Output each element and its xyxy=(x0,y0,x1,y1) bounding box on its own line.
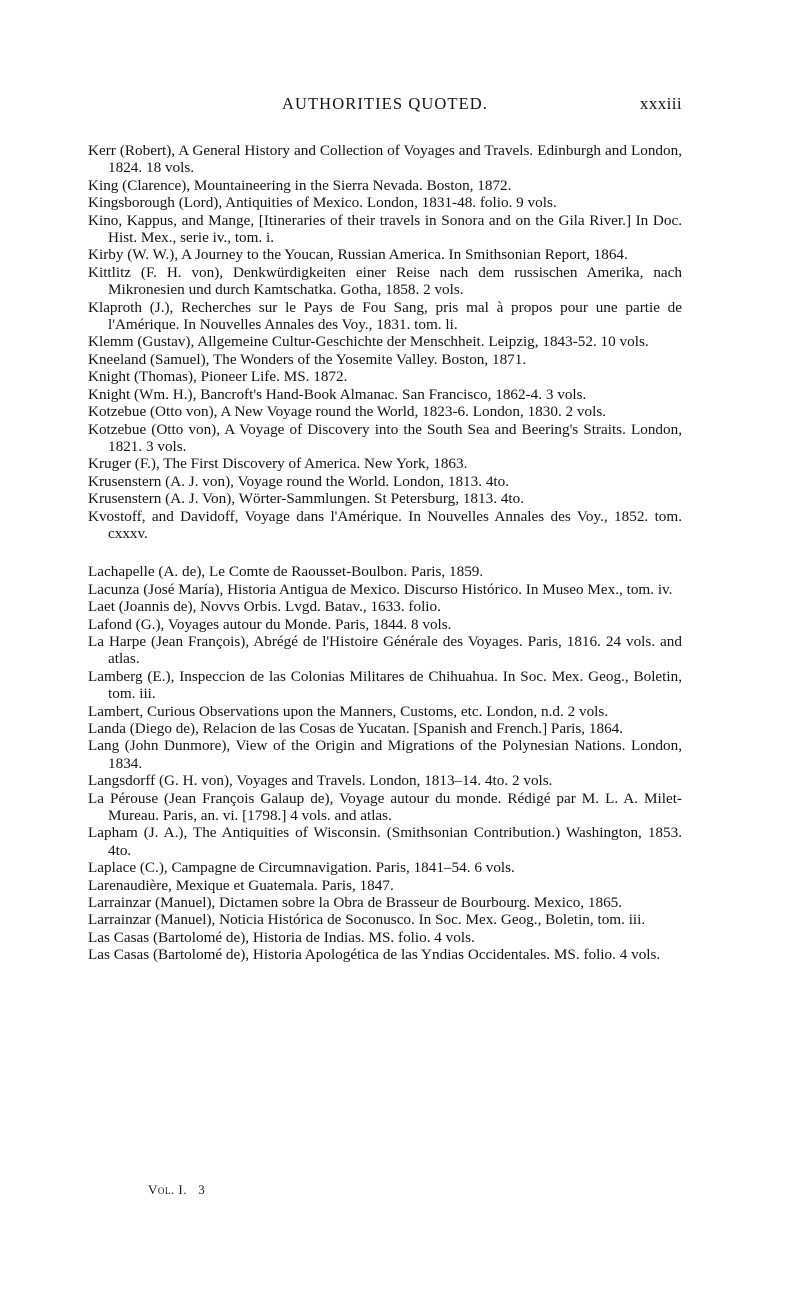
bibliography-entry: Las Casas (Bartolomé de), Historia de Indias. MS. folio. 4 vols. xyxy=(88,928,475,946)
bibliography-entry: Kino, Kappus, and Mange, [Itineraries of their travels in Sonora and on the Gila River.] In Doc. Hist. Mex., serie iv., tom. i. xyxy=(88,211,682,247)
running-header xyxy=(88,94,682,120)
bibliography-entry: Lapham (J. A.), The Antiquities of Wisconsin. (Smithsonian Contribution.) Washington, 1853. 4to. xyxy=(88,824,682,859)
page-title: AUTHORITIES QUOTED. xyxy=(281,94,489,113)
signature-number: 3 xyxy=(198,1182,206,1197)
bibliography-entry: Kingsborough (Lord), Antiquities of Mexico. London, 1831-48. folio. 9 vols. xyxy=(88,194,557,212)
bibliography-entry: Larrainzar (Manuel), Noticia Histórica de Soconusco. In Soc. Mex. Geog., Boletin, tom. iii. xyxy=(88,911,646,929)
section-gap xyxy=(88,542,682,563)
bibliography-list xyxy=(88,142,682,964)
bibliography-entry: Klaproth (J.), Recherches sur le Pays de Fou Sang, pris mal à propos pour une partie de l'Amérique. In Nouvelles Annales des Voy., 1831. tom. li. xyxy=(88,298,682,334)
bibliography-entry: King (Clarence), Mountaineering in the Sierra Nevada. Boston, 1872. xyxy=(88,176,512,194)
bibliography-entry: Lachapelle (A. de), Le Comte de Raousset-Boulbon. Paris, 1859. xyxy=(88,563,484,581)
bibliography-entry: Kotzebue (Otto von), A Voyage of Discovery into the South Sea and Beering's Straits. London, 1821. 3 vols. xyxy=(88,420,682,455)
bibliography-entry: Knight (Wm. H.), Bancroft's Hand-Book Almanac. San Francisco, 1862-4. 3 vols. xyxy=(88,385,587,403)
bibliography-entry: Lacunza (José María), Historia Antigua de Mexico. Discurso Histórico. In Museo Mex., tom. iv. xyxy=(88,580,673,598)
bibliography-entry: Krusenstern (A. J. von), Voyage round the World. London, 1813. 4to. xyxy=(88,472,510,490)
bibliography-entry: Las Casas (Bartolomé de), Historia Apologética de las Yndias Occidentales. MS. folio. 4 vols. xyxy=(88,946,661,964)
bibliography-entry: Lamberg (E.), Inspeccion de las Colonias Militares de Chihuahua. In Soc. Mex. Geog., Boletin, tom. iii. xyxy=(88,667,682,703)
bibliography-entry: Landa (Diego de), Relacion de las Cosas de Yucatan. [Spanish and French.] Paris, 1864. xyxy=(88,720,624,737)
bibliography-entry: Kruger (F.), The First Discovery of America. New York, 1863. xyxy=(88,455,468,473)
bibliography-entry: Lang (John Dunmore), View of the Origin and Migrations of the Polynesian Nations. London, 1834. xyxy=(88,737,682,772)
bibliography-entry: Kerr (Robert), A General History and Collection of Voyages and Travels. Edinburgh and London, 1824. 18 vols. xyxy=(88,142,682,177)
bibliography-entry: Kvostoff, and Davidoff, Voyage dans l'Amérique. In Nouvelles Annales des Voy., 1852. tom. cxxxv. xyxy=(88,507,682,542)
volume-label: Vol. I. xyxy=(148,1182,187,1197)
bibliography-entry: Laet (Joannis de), Novvs Orbis. Lvgd. Batav., 1633. folio. xyxy=(88,598,441,616)
bibliography-entry: Larenaudière, Mexique et Guatemala. Paris, 1847. xyxy=(88,876,394,894)
bibliography-entry: La Harpe (Jean François), Abrégé de l'Histoire Générale des Voyages. Paris, 1816. 24 vols. and atlas. xyxy=(88,632,682,668)
bibliography-entry: Lafond (G.), Voyages autour du Monde. Paris, 1844. 8 vols. xyxy=(88,615,452,633)
bibliography-entry: Lambert, Curious Observations upon the Manners, Customs, etc. London, n.d. 2 vols. xyxy=(88,702,609,720)
bibliography-entry: Larrainzar (Manuel), Dictamen sobre la Obra de Brasseur de Bourbourg. Mexico, 1865. xyxy=(88,894,623,912)
bibliography-entry: Krusenstern (A. J. Von), Wörter-Sammlungen. St Petersburg, 1813. 4to. xyxy=(88,490,525,508)
bibliography-entry: Kittlitz (F. H. von), Denkwürdigkeiten einer Reise nach dem russischen Amerika, nach Mikronesien und durch Kamtschatka. Gotha, 1858. 2 vols. xyxy=(88,263,682,299)
signature-mark xyxy=(148,1182,205,1198)
bibliography-entry: Langsdorff (G. H. von), Voyages and Travels. London, 1813–14. 4to. 2 vols. xyxy=(88,772,553,790)
bibliography-entry: Kirby (W. W.), A Journey to the Youcan, Russian America. In Smithsonian Report, 1864. xyxy=(88,246,628,264)
bibliography-entry: Laplace (C.), Campagne de Circumnavigation. Paris, 1841–54. 6 vols. xyxy=(88,859,515,877)
bibliography-entry: Kneeland (Samuel), The Wonders of the Yosemite Valley. Boston, 1871. xyxy=(88,350,527,368)
page-number: xxxiii xyxy=(639,94,682,113)
bibliography-entry: Kotzebue (Otto von), A New Voyage round the World, 1823-6. London, 1830. 2 vols. xyxy=(88,403,607,421)
bibliography-entry: La Pérouse (Jean François Galaup de), Voyage autour du monde. Rédigé par M. L. A. Milet-Mureau. Paris, an. vi. [1798.] 4 vols. and atlas. xyxy=(88,789,682,825)
bibliography-entry: Klemm (Gustav), Allgemeine Cultur-Geschichte der Menschheit. Leipzig, 1843-52. 10 vols. xyxy=(88,333,649,351)
bibliography-entry: Knight (Thomas), Pioneer Life. MS. 1872. xyxy=(88,368,348,386)
